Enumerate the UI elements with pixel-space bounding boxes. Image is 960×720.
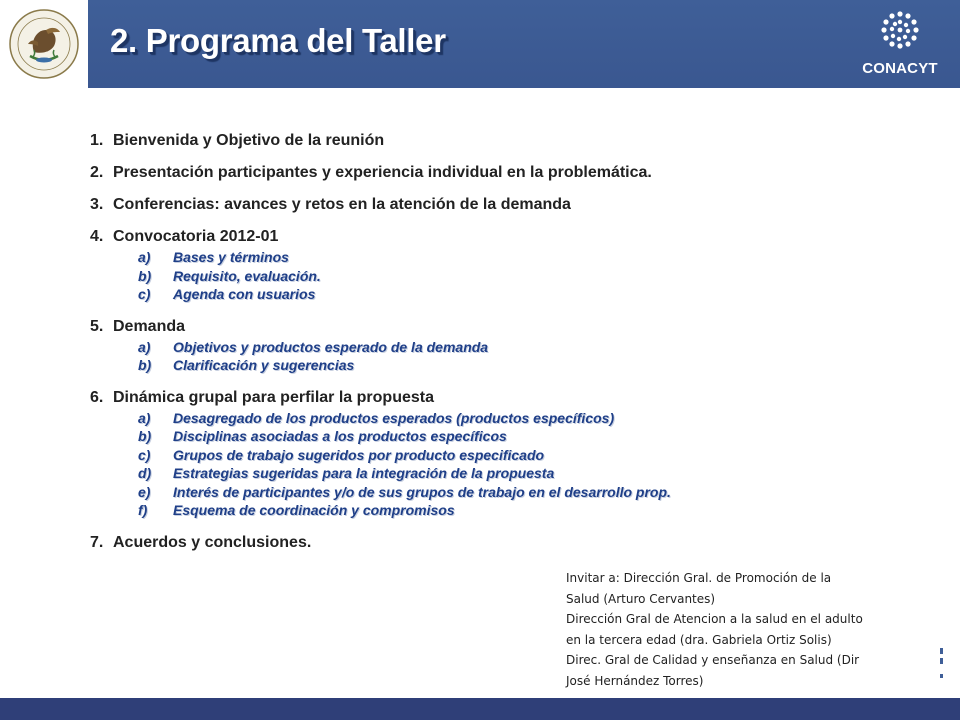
agenda-item-label: Conferencias: avances y retos en la atención de la demanda [113, 196, 571, 213]
subitem-list [138, 409, 910, 520]
subitem-letter: d) [138, 465, 152, 481]
agenda-item-number: 7. [90, 533, 104, 551]
subitem-text: Objetivos y productos esperado de la demanda [173, 338, 489, 355]
subitem-list [138, 248, 910, 304]
subitem-text: Desagregado de los productos esperados (productos específicos) [173, 409, 615, 426]
logo-text: CONACYT [862, 60, 938, 77]
agenda-item-number: 4. [90, 228, 104, 245]
conacyt-logo [848, 8, 952, 84]
agenda-item-label: Convocatoria 2012-01 [113, 228, 279, 245]
subitem-letter: c) [138, 446, 151, 463]
subitem-list [138, 338, 910, 375]
subitem [138, 483, 910, 502]
note-line: Dirección Gral de Atencion a la salud en el adulto [566, 612, 863, 626]
agenda-item-label: Acuerdos y conclusiones. [113, 533, 312, 551]
subitem-text: Agenda con usuarios [173, 286, 316, 302]
subitem-text: Esquema de coordinación y compromisos [173, 502, 455, 518]
subitem [138, 338, 910, 357]
note-line: Invitar a: Dirección Gral. de Promoción de la [566, 571, 832, 585]
conacyt-emblem-icon [848, 8, 952, 60]
subitem-text: Bases y términos [173, 249, 289, 265]
agenda-item [90, 387, 910, 520]
subitem-letter: f) [138, 502, 148, 518]
subitem-text: Requisito, evaluación. [173, 267, 321, 284]
agenda-item [90, 130, 910, 152]
subitem-letter: b) [138, 357, 152, 373]
subitem [138, 248, 910, 267]
subitem-text: Interés de participantes y/o de sus grupos de trabajo en el desarrollo prop. [173, 483, 671, 500]
note-line: José Hernández Torres) [566, 673, 704, 688]
agenda-item [90, 532, 910, 554]
subitem-letter: a) [138, 249, 151, 265]
agenda-item-label: Presentación participantes y experiencia individual en la problemática. [113, 164, 652, 181]
note-line: Salud (Arturo Cervantes) [566, 591, 716, 606]
subitem-letter: b) [138, 428, 152, 444]
subitem-letter: a) [138, 409, 151, 426]
subitem-letter: c) [138, 286, 151, 302]
subitem [138, 409, 910, 428]
subitem-text: Clarificación y sugerencias [173, 357, 355, 373]
agenda-list [90, 130, 910, 554]
subitem [138, 427, 910, 446]
subitem [138, 267, 910, 286]
agenda-item-number: 5. [90, 317, 104, 335]
subitem [138, 356, 910, 375]
note-line: en la tercera edad (dra. Gabriela Ortiz Solis) [566, 632, 832, 647]
page-title: 2. Programa del Taller [110, 22, 446, 59]
agenda-item-number: 3. [90, 196, 104, 213]
agenda-item-number: 2. [90, 164, 104, 181]
subitem-letter: b) [138, 267, 152, 284]
agenda-item-number: 6. [90, 388, 104, 406]
note-line: Direc. Gral de Calidad y enseñanza en Salud (Dir [566, 653, 860, 667]
subitem-text: Grupos de trabajo sugeridos por producto especificado [173, 446, 545, 463]
subitem-letter: e) [138, 483, 151, 500]
subitem-letter: a) [138, 338, 151, 355]
footer-band [0, 698, 960, 720]
subitem [138, 285, 910, 304]
edge-decoration [938, 646, 944, 682]
agenda-item-label: Demanda [113, 317, 186, 335]
subitem [138, 501, 910, 520]
subitem [138, 446, 910, 465]
agenda-item [90, 226, 910, 304]
slide-header [0, 0, 960, 88]
subitem-text: Disciplinas asociadas a los productos específicos [173, 428, 507, 444]
agenda-item-label: Dinámica grupal para perfilar la propuesta [113, 388, 434, 406]
subitem [138, 464, 910, 483]
subitem-text: Estrategias sugeridas para la integración de la propuesta [173, 465, 555, 481]
agenda-item-label: Bienvenida y Objetivo de la reunión [113, 132, 385, 149]
agenda-item [90, 162, 910, 184]
agenda-item-number: 1. [90, 132, 104, 149]
agenda-item [90, 316, 910, 375]
mexico-seal-icon [8, 8, 80, 80]
invitation-note [566, 568, 896, 691]
agenda-item [90, 194, 910, 216]
